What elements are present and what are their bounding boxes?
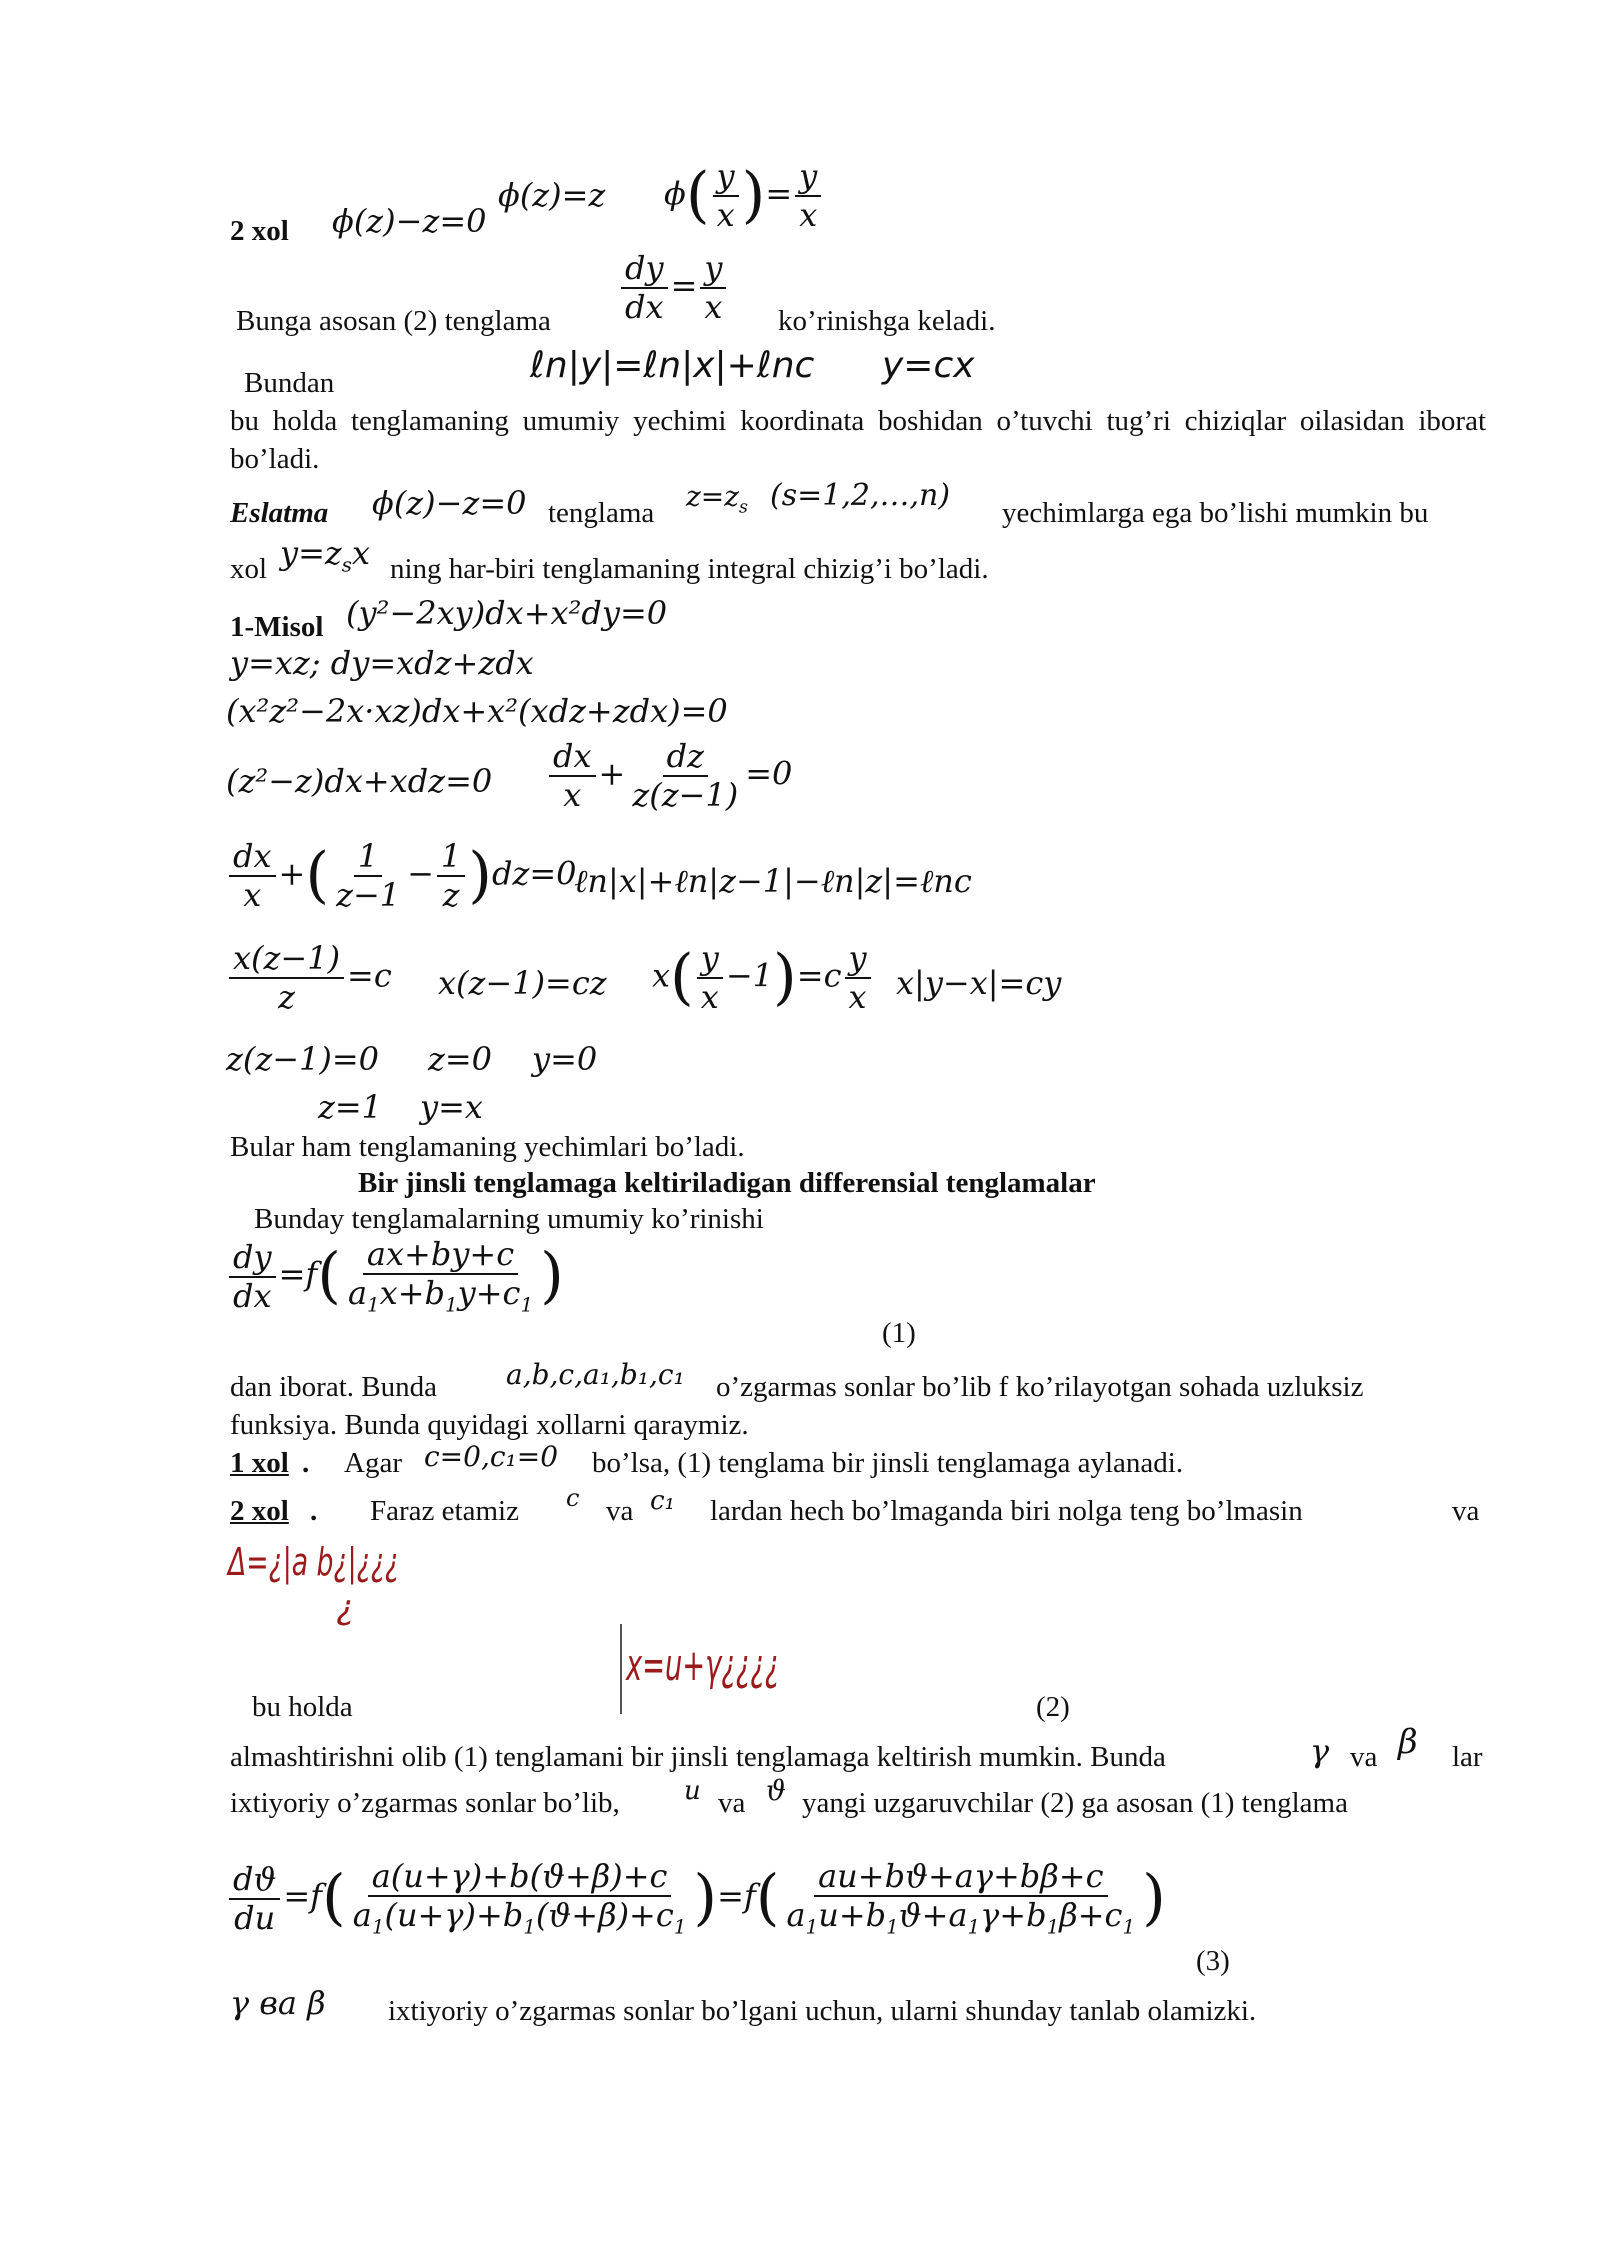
ixtiyoriy-theta: ϑ <box>766 1774 787 1807</box>
funksiya-text: funksiya. Bunda quyidagi xollarni qaraymiz. <box>230 1409 749 1441</box>
equation-2-number: (2) <box>1036 1691 1070 1723</box>
substitution-formula: x=u+γ¿¿¿¿ <box>626 1640 780 1691</box>
eslatma-formula-1: ϕ(z)−z=0 <box>372 484 527 522</box>
step-5-formula-d: x( $\frac{y}{x}$ −1)=c $\frac{y}{x}$ <box>652 940 874 1016</box>
xol-word: xol <box>230 553 268 585</box>
bunday-text: Bunday tenglamalarning umumiy ko’rinishi <box>254 1203 764 1235</box>
almash-text-1: almashtirishni olib (1) tenglamani bir jinsli tenglamaga keltirish mumkin. Bunda <box>230 1741 1166 1773</box>
dy-dx-formula: $\frac{dy}{dx}$ = $\frac{y}{x}$ <box>618 250 729 326</box>
equation-3-number: (3) <box>1196 1945 1230 1977</box>
misol-label: 1-Misol <box>230 611 324 643</box>
step-6-formula-c: y=0 <box>532 1040 598 1078</box>
xol-2-label: 2 xol <box>230 215 289 247</box>
eslatma-formula-3: (s=1,2,…,n) <box>770 478 951 513</box>
xol-1-text-2: bo’lsa, (1) tenglama bir jinsli tenglamaga aylanadi. <box>592 1447 1184 1479</box>
step-3-formula-a: (z²−z)dx+xdz=0 <box>226 762 493 800</box>
equation-1-formula: $\frac{dy}{dx}$ =f( $\frac{ax+by+c}{a_1x+b_1y+c_1}$ ) <box>226 1236 564 1317</box>
eslatma-label: Eslatma <box>230 497 329 529</box>
step-6-formula-a: z(z−1)=0 <box>226 1040 380 1078</box>
eslatma-text-2: yechimlarga ega bo’lishi mumkin bu <box>1002 497 1429 529</box>
xol-text: ning har-biri tenglamaning integral chizig’i bo’ladi. <box>390 553 989 585</box>
step-7-formula-b: y=x <box>420 1088 483 1126</box>
xol-1-text-1: Agar <box>344 1447 402 1479</box>
misol-formula: (y²−2xy)dx+x²dy=0 <box>346 594 668 632</box>
bular-text: Bular ham tenglamaning yechimlari bo’ladi. <box>230 1131 745 1163</box>
dan-text-1: dan iborat. Bunda <box>230 1371 437 1403</box>
bunga-end-text: ko’rinishga keladi. <box>778 305 996 337</box>
bu-holda-text: bu holda <box>252 1691 353 1723</box>
ixtiyoriy-text-1: ixtiyoriy o’zgarmas sonlar bo’lib, <box>230 1787 620 1819</box>
ixtiyoriy-u: u <box>684 1776 701 1806</box>
equation-3-formula: $\frac{dϑ}{du}$ =f( $\frac{a(u+\gamma)+b(ϑ+\beta)+c}{a_1(u+\gamma)+b_1(ϑ+\beta)+c_1}$ )=f( $\frac{au+bϑ+a\gamma+b\beta+c}{a_1u+b_1ϑ+a_1\gamma+b_1\beta+c_1}$ ) <box>226 1858 1166 1939</box>
xol-1-dot: . <box>302 1447 310 1479</box>
step-4-formula-c: ℓn|x|+ℓn|z−1|−ℓn|z|=ℓnc <box>574 862 972 900</box>
ixtiyoriy-text-2: yangi uzgaruvchilar (2) ga asosan (1) tenglama <box>802 1787 1348 1819</box>
ixtiyoriy-va: va <box>718 1787 746 1819</box>
step-5-formula-a: $\frac{x(z-1)}{z}$ =c <box>226 940 392 1016</box>
almash-beta: β <box>1398 1722 1418 1762</box>
eslatma-text-1: tenglama <box>548 497 655 529</box>
substitution-brace <box>620 1624 622 1714</box>
xol-1-formula: c=0,c₁=0 <box>424 1440 559 1473</box>
dan-formula: a,b,c,a₁,b₁,c₁ <box>506 1358 685 1391</box>
bundan-formula-1: ℓn|y|=ℓn|x|+ℓnc <box>530 345 815 386</box>
xol-2b-label: 2 xol <box>230 1495 289 1527</box>
bundan-formula-2: y=cx <box>882 345 975 386</box>
dan-text-2: o’zgarmas sonlar bo’lib f ko’rilayotgan sohada uzluksiz <box>716 1371 1364 1403</box>
step-4-formula-a: $\frac{dx}{x}$ +( $\frac{1}{z-1}$ − $\frac{1}{z}$ )dz=0 <box>226 838 577 914</box>
xol-2b-dot: . <box>310 1495 318 1527</box>
step-3-formula-b: $\frac{dx}{x}$ + $\frac{dz}{z(z-1)}$ =0 <box>546 738 792 814</box>
general-solution-paragraph: bu holda tenglamaning umumiy yechimi koordinata boshidan o’tuvchi tug’ri chiziqlar oilasidan iborat bo’ladi. <box>230 405 1486 475</box>
delta-formula: Δ=¿|a b¿|¿¿¿ <box>228 1540 400 1584</box>
xol-2b-va: va <box>606 1495 634 1527</box>
xol-2b-text-2: lardan hech bo’lmaganda biri nolga teng bo’lmasin <box>710 1495 1303 1527</box>
step-5-formula-f: x|y−x|=cy <box>896 964 1062 1002</box>
bundan-text: Bundan <box>244 367 335 399</box>
step-5-formula-c: x(z−1)=cz <box>438 964 607 1002</box>
delta-formula-2: ¿ <box>336 1588 355 1628</box>
xol-2-formula-2: ϕ(z)=z <box>498 176 606 214</box>
xol-2-formula-3: ϕ( $\frac{y}{x}$ )= $\frac{y}{x}$ <box>664 158 824 234</box>
last-line-formula: γ ва β <box>230 1984 326 2022</box>
almash-gamma: γ <box>1310 1732 1330 1770</box>
step-7-formula-a: z=1 <box>318 1088 383 1126</box>
last-line-text: ixtiyoriy o’zgarmas sonlar bo’lgani uchun, ularni shunday tanlab olamizki. <box>388 1995 1257 2027</box>
xol-formula: $y=z_sx$ <box>280 534 370 577</box>
step-1-formula: y=xz; dy=xdz+zdx <box>230 644 534 682</box>
almash-lar: lar <box>1452 1741 1483 1773</box>
almash-va: va <box>1350 1741 1378 1773</box>
xol-2b-c1: c₁ <box>650 1486 675 1516</box>
step-6-formula-b: z=0 <box>428 1040 493 1078</box>
equation-1-number: (1) <box>882 1317 916 1349</box>
xol-2b-text-1: Faraz etamiz <box>370 1495 519 1527</box>
section-heading: Bir jinsli tenglamaga keltiriladigan differensial tenglamalar <box>358 1167 1096 1199</box>
xol-2b-va-2: va <box>1452 1495 1480 1527</box>
step-2-formula: (x²z²−2x·xz)dx+x²(xdz+zdx)=0 <box>226 692 728 730</box>
bunga-text: Bunga asosan (2) tenglama <box>236 305 551 337</box>
xol-2b-c: c <box>566 1484 580 1512</box>
xol-1-label: 1 xol <box>230 1447 289 1479</box>
xol-2-formula-1: ϕ(z)−z=0 <box>332 202 487 240</box>
eslatma-formula-2: $z=z_s$ <box>686 480 748 518</box>
